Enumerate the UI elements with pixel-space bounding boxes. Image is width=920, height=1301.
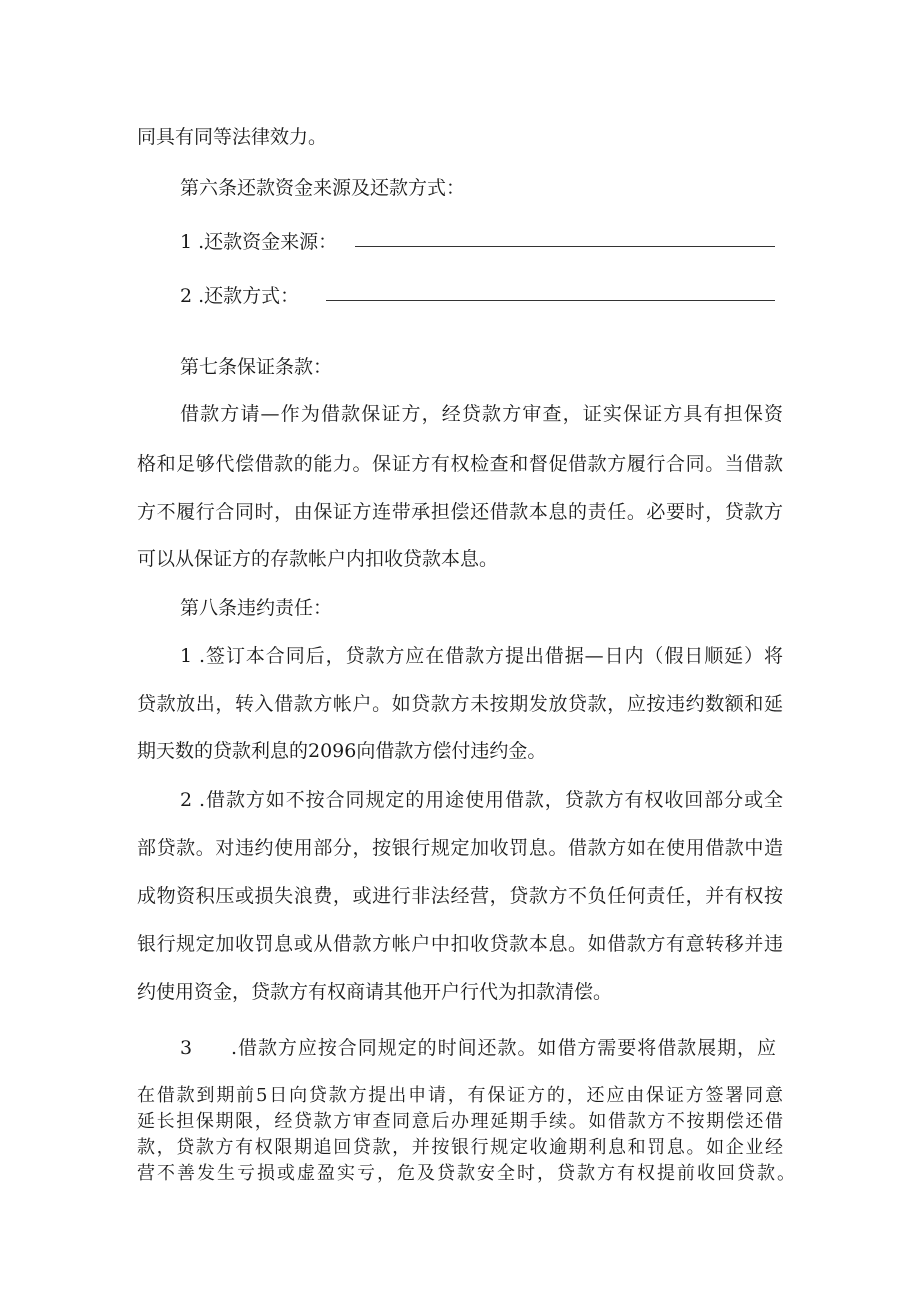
paragraph-line: 款，贷款方有权限期追回贷款，并按银行规定收逾期利息和罚息。如企业经 [137, 1137, 783, 1158]
paragraph-line: 贷款放出，转入借款方帐户。如贷款方未按期发放贷款，应按违约数额和延 [137, 693, 783, 715]
paragraph-line: 1 .签订本合同后，贷款方应在借款方提出借据—日内（假日顺延）将 [180, 645, 783, 667]
paragraph-line: 方不履行合同时，由保证方连带承担偿还借款本息的责任。必要时，贷款方 [137, 501, 783, 523]
paragraph-line: 营不善发生亏损或虚盈实亏，危及贷款安全时，贷款方有权提前收回贷款。 [137, 1163, 795, 1184]
paragraph-line: 2 .借款方如不按合同规定的用途使用借款，贷款方有权收回部分或全 [180, 789, 783, 811]
article-7-title: 第七条保证条款： [180, 356, 333, 378]
paragraph-line: 成物资积压或损失浪费，或进行非法经营，贷款方不负任何责任，并有权按 [137, 885, 783, 907]
article-8-title: 第八条违约责任： [180, 597, 333, 619]
article-6-title: 第六条还款资金来源及还款方式： [180, 177, 466, 199]
art6-item1-label: 1 .还款资金来源： [180, 231, 338, 253]
art6-item2-label: 2 .还款方式： [180, 285, 300, 307]
paragraph-line: 同具有同等法律效力。 [137, 126, 328, 148]
art8-item3-number: 3 [180, 1037, 193, 1059]
paragraph-line: 借款方请—作为借款保证方，经贷款方审查，证实保证方具有担保资 [180, 403, 783, 425]
paragraph-line: 银行规定加收罚息或从借款方帐户中扣收贷款本息。如借款方有意转移并违 [137, 933, 783, 955]
fill-in-blank-funding-source[interactable] [355, 246, 775, 247]
paragraph-line: 部贷款。对违约使用部分，按银行规定加收罚息。借款方如在使用借款中造 [137, 837, 783, 859]
paragraph-line: .借款方应按合同规定的时间还款。如借方需要将借款展期，应 [231, 1037, 776, 1059]
paragraph-line: 延长担保期限，经贷款方审查同意后办理延期手续。如借款方不按期偿还借 [137, 1111, 783, 1132]
paragraph-line: 可以从保证方的存款帐户内扣收贷款本息。 [137, 548, 499, 570]
paragraph-line: 约使用资金，贷款方有权商请其他开户行代为扣款清偿。 [137, 981, 613, 1003]
paragraph-line: 格和足够代偿借款的能力。保证方有权检查和督促借款方履行合同。当借款 [137, 453, 783, 475]
fill-in-blank-repayment-method[interactable] [326, 300, 775, 301]
paragraph-line: 期天数的贷款利息的2096向借款方偿付违约金。 [137, 740, 547, 762]
paragraph-line: 在借款到期前5日向贷款方提出申请，有保证方的，还应由保证方签署同意 [137, 1085, 783, 1106]
